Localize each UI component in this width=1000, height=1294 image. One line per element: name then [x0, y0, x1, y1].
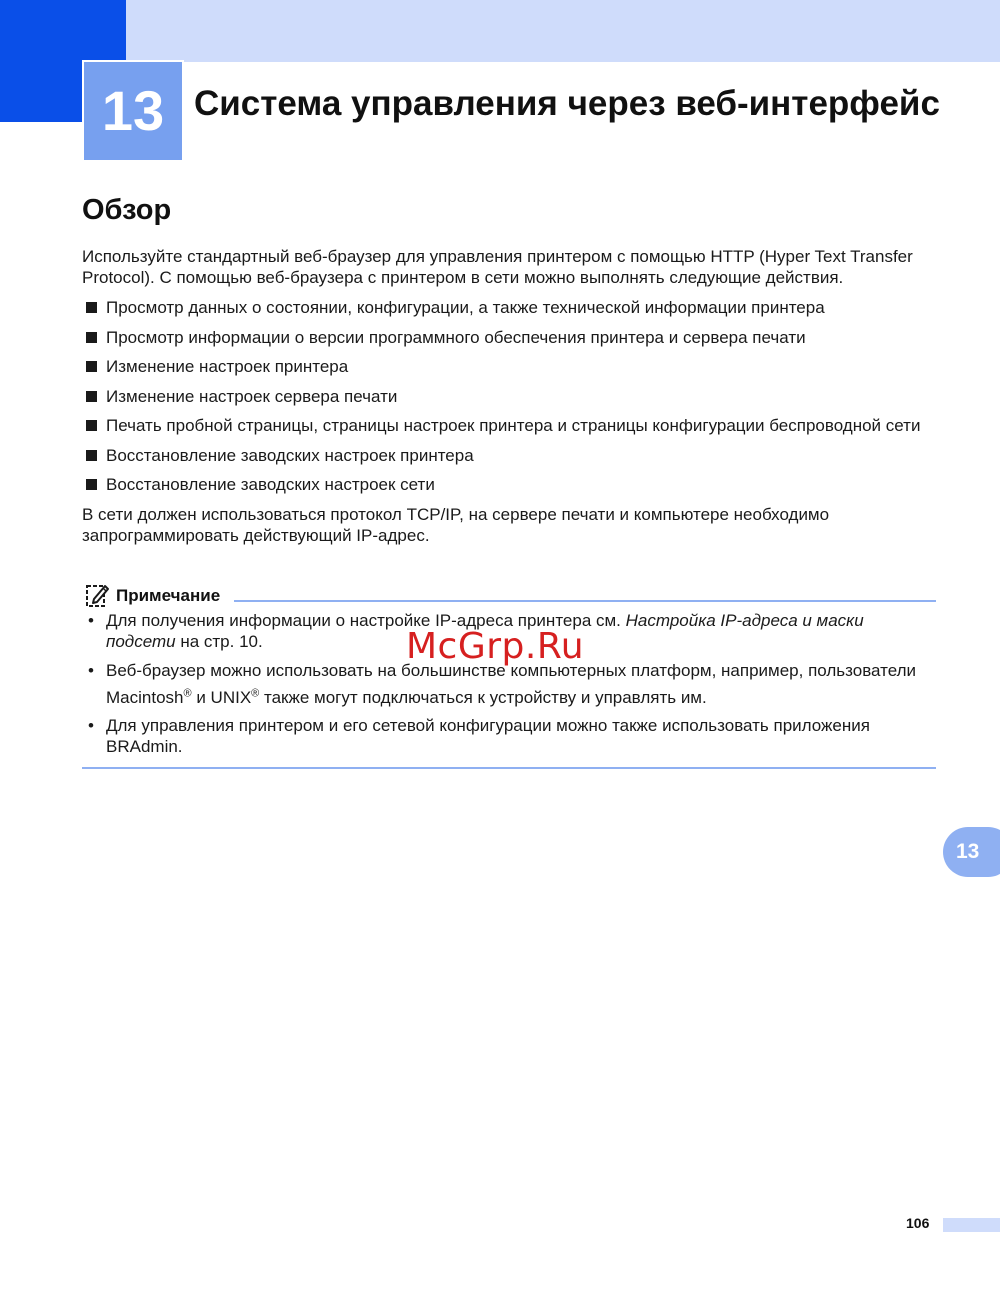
- list-item: Просмотр информации о версии программного обеспечения принтера и сервера печати: [82, 327, 942, 348]
- list-item: Просмотр данных о состоянии, конфигурации, а также технической информации принтера: [82, 297, 942, 318]
- page-number-bar: [943, 1218, 1000, 1232]
- list-item: Печать пробной страницы, страницы настроек принтера и страницы конфигурации беспроводной сети: [82, 415, 942, 436]
- watermark: McGrp.Ru: [406, 626, 585, 667]
- square-bullet-icon: [86, 391, 97, 402]
- header-band: [0, 0, 1000, 62]
- chapter-number: 13: [82, 60, 184, 162]
- square-bullet-icon: [86, 332, 97, 343]
- square-bullet-icon: [86, 361, 97, 372]
- list-item: Изменение настроек сервера печати: [82, 386, 942, 407]
- page-number: 106: [906, 1215, 930, 1231]
- note-divider-bottom: [82, 767, 936, 769]
- outro-paragraph: В сети должен использоваться протокол TCP/IP, на сервере печати и компьютере необходимо запрограммировать действующий IP-адрес.: [82, 504, 830, 545]
- list-item: Восстановление заводских настроек сети: [82, 474, 942, 495]
- bullet-dot: •: [88, 611, 94, 630]
- note-label: Примечание: [116, 586, 221, 605]
- note-divider-top: [234, 600, 936, 602]
- registered-mark: ®: [183, 687, 192, 700]
- note-item: • Для управления принтером и его сетевой конфигурации можно также использовать приложения BRAdmin.: [88, 716, 870, 756]
- square-bullet-icon: [86, 479, 97, 490]
- note-pencil-icon: [84, 582, 110, 608]
- intro-paragraph: Используйте стандартный веб-браузер для управления принтером с помощью HTTP (Hyper Text Transfer Protocol). С помощью веб-браузера с принтером в сети можно выполнять следующие действия.: [82, 247, 913, 287]
- note-header: [82, 584, 936, 606]
- square-bullet-icon: [86, 450, 97, 461]
- feature-list: [82, 297, 942, 495]
- square-bullet-icon: [86, 420, 97, 431]
- list-item: Изменение настроек принтера: [82, 356, 942, 377]
- section-title: Обзор: [82, 194, 172, 226]
- note-item: • Веб-браузер можно использовать на большинстве компьютерных платформ, например, пользователи Macintosh® и UNIX® также могут подключаться к устройству и управлять им.: [82, 657, 936, 711]
- note-item: • Для получения информации о настройке IP-адреса принтера см. Настройка IP-адреса и маски подсети на стр. 10.: [88, 611, 864, 651]
- registered-mark: ®: [251, 687, 260, 700]
- bullet-dot: •: [88, 716, 94, 735]
- body-content: [82, 246, 942, 546]
- chapter-side-tab: 13: [943, 827, 1000, 877]
- list-item: Восстановление заводских настроек принтера: [82, 445, 942, 466]
- bullet-dot: •: [88, 661, 94, 680]
- chapter-title: Система управления через веб-интерфейс: [194, 84, 940, 123]
- cross-reference-link[interactable]: Настройка IP-адреса и маски подсети: [106, 611, 864, 651]
- square-bullet-icon: [86, 302, 97, 313]
